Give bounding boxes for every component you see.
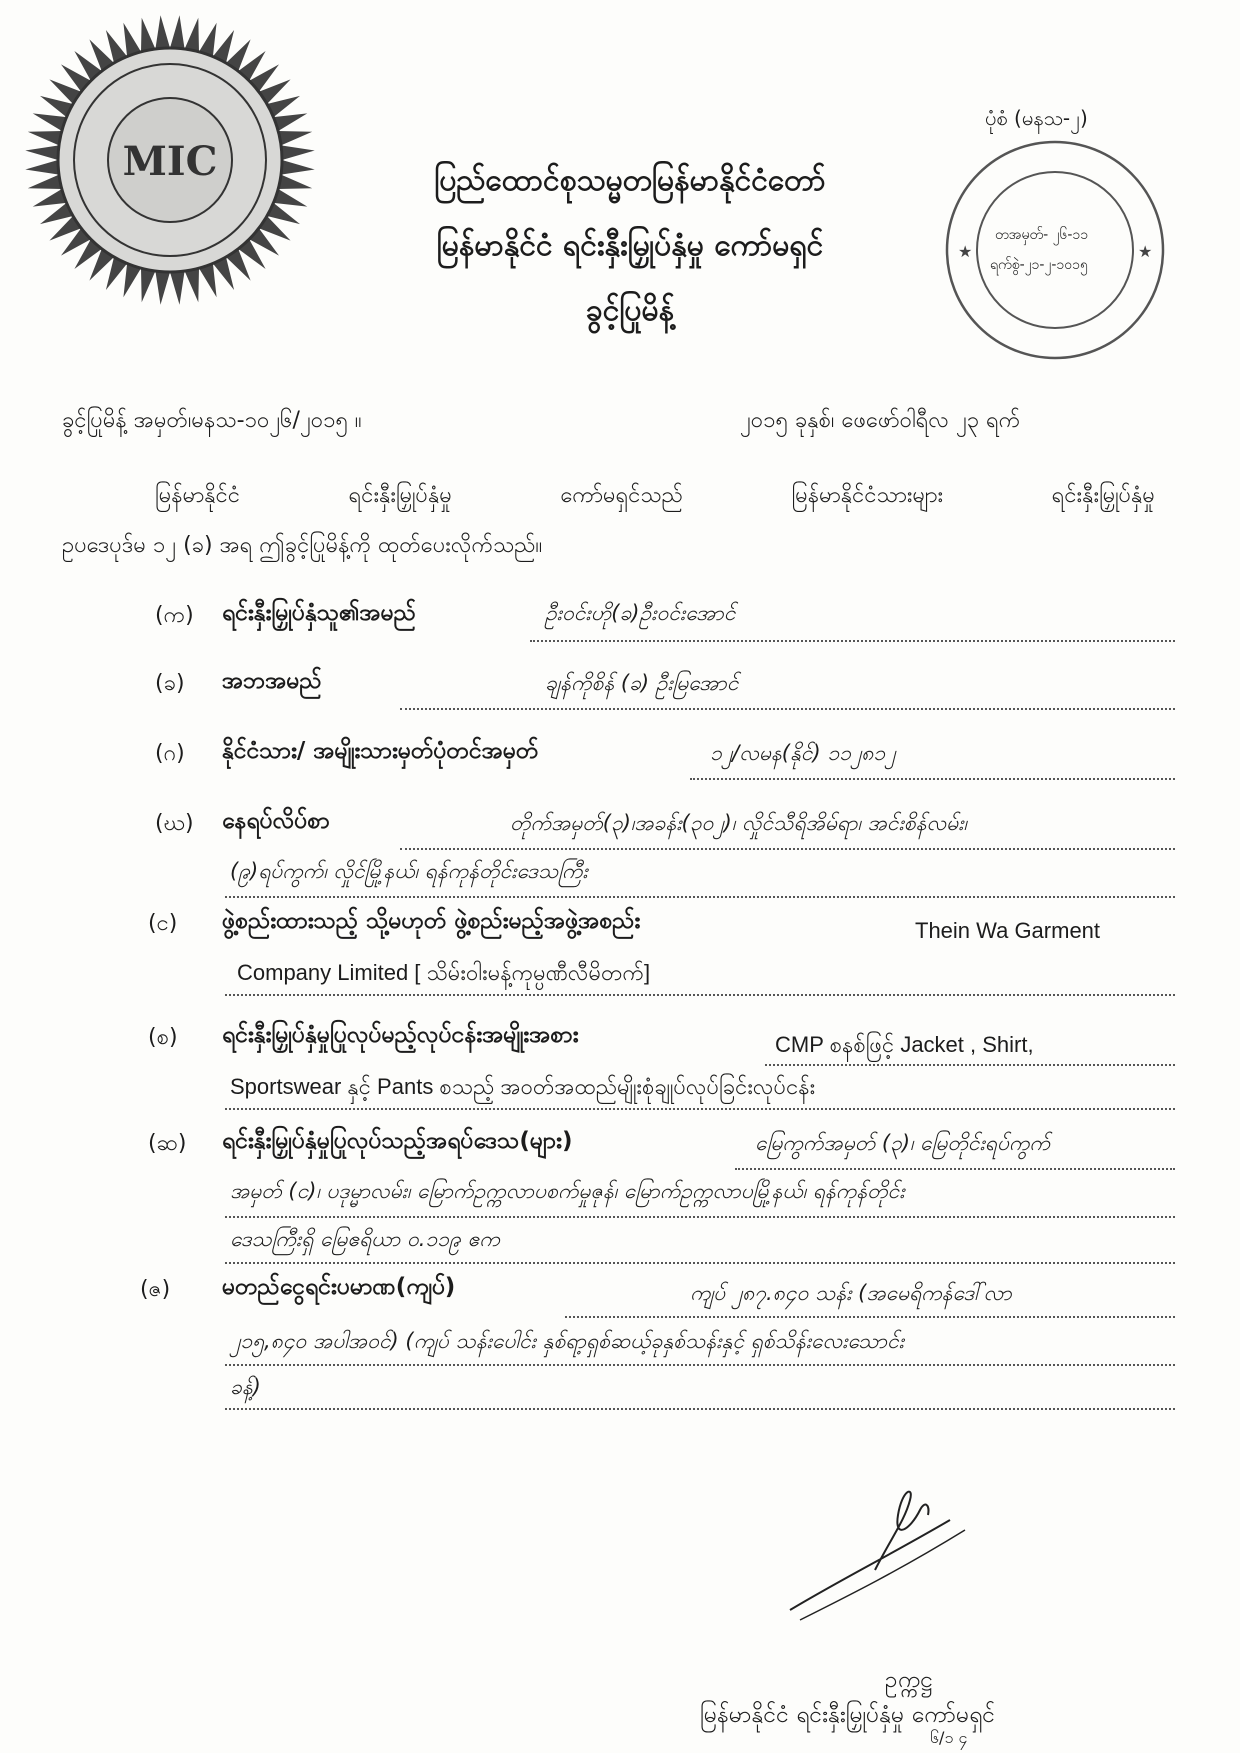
item-value: ၁၂/လမန(နိုင်) ၁၁၂၈၁၂ <box>710 741 896 765</box>
page-mark: ၆/၁ ၄ <box>930 1728 968 1747</box>
item-label: နေရပ်လိပ်စာ <box>222 808 330 834</box>
header-commission: မြန်မာနိုင်ငံ ရင်းနှီးမြှုပ်နှံမှု ကော်မရှင် <box>436 228 824 263</box>
signature-mark <box>780 1460 1000 1640</box>
item-underline <box>225 1216 1175 1218</box>
header-permit: ခွင့်ပြုမိန့် <box>585 293 675 328</box>
item-underline <box>225 1108 1175 1110</box>
stamp-number: တအမှတ်- ၂၆-၁၁ <box>995 227 1089 243</box>
item-value-cont: ဒေသကြီးရှိ မြေဧရိယာ ၀.၁၁၉ ဧက <box>230 1227 500 1251</box>
svg-text:★: ★ <box>958 242 973 261</box>
item-mark: (င) <box>148 911 178 936</box>
signatory-title: ဥက္ကဋ္ဌ <box>885 1667 933 1693</box>
item-label: အဘအမည် <box>222 668 322 694</box>
item-value: ချန်ကိုစိန် (ခ) ဦးမြအောင် <box>545 671 739 695</box>
item-underline <box>400 848 1175 850</box>
item-underline <box>225 1262 1175 1264</box>
item-mark: (ဂ) <box>155 741 185 766</box>
item-underline <box>225 994 1175 996</box>
permit-date: ၂၀၁၅ ခုနှစ်၊ ဖေဖော်ဝါရီလ ၂၃ ရက် <box>740 408 1021 433</box>
item-value-cont: Company Limited [ သိမ်းဝါးမန့်ကုမ္ပဏီလီမိတက်] <box>237 960 651 985</box>
seal-text: MIC <box>122 138 218 185</box>
intro-line-2: ဥပဒေပုဒ်မ ၁၂ (ခ) အရ ဤခွင့်ပြုမိန့်ကို ထုတ်ပေးလိုက်သည်။ <box>62 533 543 558</box>
item-mark: (ခ) <box>155 671 185 696</box>
item-underline <box>765 1064 1175 1066</box>
form-code: ပုံစံ (မနသ-၂) <box>985 106 1088 130</box>
item-underline <box>225 1408 1175 1410</box>
date-stamp <box>940 135 1170 365</box>
item-value: ကျပ် ၂၈၇.၈၄၀ သန်း (အမေရိကန်ဒေါ်လာ <box>690 1281 1012 1305</box>
permit-number: ခွင့်ပြုမိန့် အမှတ်၊မနသ-၁၀၂၆/၂၀၁၅ ။ <box>62 408 362 433</box>
item-underline <box>225 896 1175 898</box>
svg-text:★: ★ <box>1138 242 1153 261</box>
item-value-cont: အမှတ် (င)၊ ပဒုမ္မာလမ်း၊ မြောက်ဥက္ကလာပစက်မှုဇုန်၊ မြောက်ဥက္ကလာပမြို့နယ်၊ ရန်ကုန်တိုင်း <box>230 1179 905 1203</box>
item-mark: (ဃ) <box>155 811 194 836</box>
item-label: ရင်းနှီးမြှုပ်နှံသူ၏အမည် <box>222 600 417 626</box>
item-value-cont: ခန့်) <box>230 1375 261 1399</box>
item-label: မတည်ငွေရင်းပမာဏ(ကျပ်) <box>222 1274 456 1300</box>
item-value: တိုက်အမှတ်(၃)၊အခန်း(၃၀၂)၊ လှိုင်သီရိအိမ်ရာ၊ အင်းစိန်လမ်း၊ <box>510 811 967 835</box>
item-value-cont: ၂၁၅,၈၄၀ အပါအဝင်) (ကျပ် သန်းပေါင်း နှစ်ရာ့ရှစ်ဆယ့်ခုနှစ်သန်းနှင့် ရှစ်သိန်းလေးသောင်း <box>230 1329 904 1353</box>
stamp-date: ရက်စွဲ-၂၁-၂-၁၀၁၅ <box>990 257 1088 273</box>
item-label: ရင်းနှီးမြှုပ်နှံမှုပြုလုပ်မည့်လုပ်ငန်းအမျိုးအစား <box>222 1022 579 1048</box>
item-mark: (ဆ) <box>148 1131 187 1156</box>
commission-seal <box>20 10 320 310</box>
header-country: ပြည်ထောင်စုသမ္မတမြန်မာနိုင်ငံတော် <box>434 163 826 198</box>
item-mark: (စ) <box>148 1025 178 1050</box>
item-label: ဖွဲ့စည်းထားသည့် သို့မဟုတ် ဖွဲ့စည်းမည့်အဖွဲ့အစည်း <box>222 908 641 934</box>
item-underline <box>565 1316 1175 1318</box>
item-underline <box>735 1168 1175 1170</box>
item-value: မြေကွက်အမှတ် (၃)၊ မြေတိုင်းရပ်ကွက် <box>755 1131 1050 1155</box>
item-value: CMP စနစ်ဖြင့် Jacket , Shirt, <box>775 1032 1034 1057</box>
signatory-organization: မြန်မာနိုင်ငံ ရင်းနှီးမြှုပ်နှံမှု ကော်မရှင် <box>700 1702 996 1728</box>
item-value: ဦးဝင်းဟို(ခ)ဦးဝင်းအောင် <box>545 601 736 625</box>
item-value: Thein Wa Garment <box>915 918 1101 943</box>
item-underline <box>225 1364 1175 1366</box>
intro-line-1: မြန်မာနိုင်ငံ ရင်းနှီးမြှုပ်နှံမှု ကော်မရှင်သည် မြန်မာနိုင်ငံသားများ ရင်းနှီးမြှုပ်နှံမှု <box>155 483 1155 508</box>
item-underline <box>690 778 1175 780</box>
item-value-cont: Sportswear နှင့် Pants စသည့် အဝတ်အထည်မျိုးစုံချုပ်လုပ်ခြင်းလုပ်ငန်း <box>230 1074 816 1099</box>
item-mark: (ဇ) <box>140 1277 171 1302</box>
item-label: နိုင်ငံသား/ အမျိုးသားမှတ်ပုံတင်အမှတ် <box>222 738 539 764</box>
item-label: ရင်းနှီးမြှုပ်နှံမှုပြုလုပ်သည့်အရပ်ဒေသ(များ) <box>222 1128 573 1154</box>
item-mark: (က) <box>155 603 194 628</box>
item-underline <box>530 640 1175 642</box>
item-underline <box>400 708 1175 710</box>
item-value-cont: (၉)ရပ်ကွက်၊ လှိုင်မြို့နယ်၊ ရန်ကုန်တိုင်းဒေသကြီး <box>230 859 588 883</box>
